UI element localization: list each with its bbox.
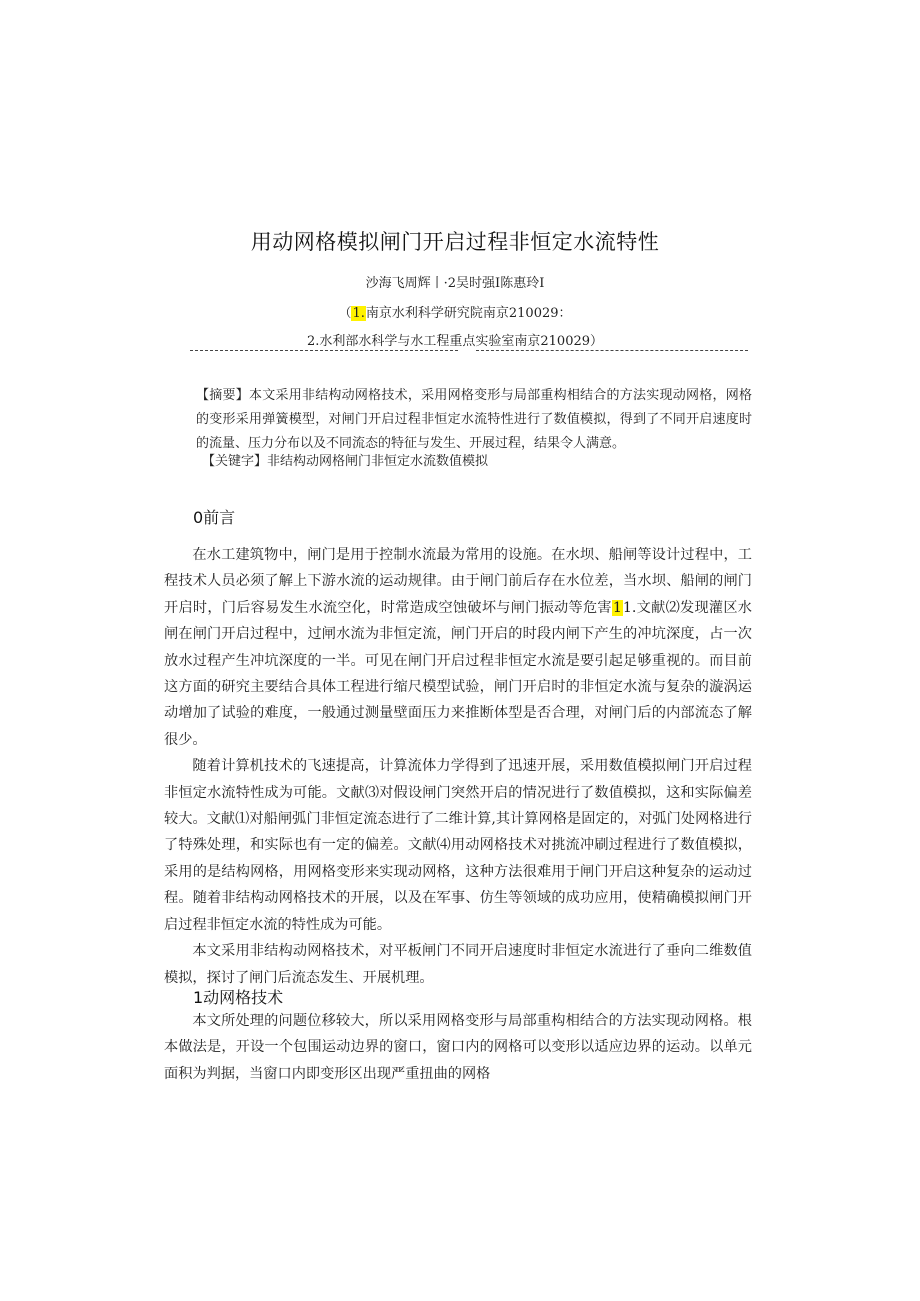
abstract-text: 【摘要】本文采用非结构动网格技术，采用网格变形与局部重构相结合的方法实现动网格，网格的变形采用弹簧模型，对闸门开启过程非恒定水流特性进行了数值模拟，得到了不同开启速度时的流量、压力分布以及不同流态的特征与发生、开展过程，结果令人满意。 [196, 388, 752, 451]
citation-highlight: 1 [612, 599, 622, 616]
section-heading-dynamic-mesh: 1动网格技术 [193, 988, 284, 1007]
separator-line-right [476, 350, 748, 351]
keywords: 【关键字】非结构动网格闸门非恒定水流数值模拟 [202, 454, 489, 469]
abstract [196, 384, 752, 456]
intro-paragraph-1-b: 1.文献⑵发现灌区水闸在闸门开启过程中，过闸水流为非恒定流，闸门开启的时段内闸下产生的冲坑深度，占一次放水过程产生冲坑深度的一半。可见在闸门开启过程非恒定水流是要引起足够重视的。而目前这方面的研究主要结合具体工程进行缩尺模型试验，闸门开启时的非恒定水流与复杂的漩涡运动增加了试验的难度，一般通过测量壁面压力来推断体型是否合理，对闸门后的内部流态了解很少。 [164, 599, 752, 748]
affiliation-1-highlight: 1. [352, 306, 365, 321]
section-intro-body [164, 542, 752, 991]
intro-paragraph-3: 本文采用非结构动网格技术，对平板闸门不同开启速度时非恒定水流进行了垂向二维数值模拟，探讨了闸门后流态发生、开展机理。 [164, 943, 752, 986]
affiliation-1 [0, 302, 910, 321]
affiliation-1-text: 南京水利科学研究院南京210029： [365, 306, 572, 321]
intro-paragraph-1 [164, 542, 752, 753]
author-list: 沙海飞周辉丨·2吴时强I陈惠玲I [365, 276, 545, 291]
paper-title: 用动网格模拟闸门开启过程非恒定水流特性 [250, 230, 660, 254]
affiliation-1-open: （ [338, 306, 352, 321]
intro-paragraph-2: 随着计算机技术的飞速提高，计算流体力学得到了迅速开展，采用数值模拟闸门开启过程非恒定水流特性成为可能。文献⑶对假设闸门突然开启的情况进行了数值模拟，这和实际偏差较大。文献⑴对船闸弧门非恒定流态进行了二维计算,其计算网格是固定的，对弧门处网格进行了特殊处理，和实际也有一定的偏差。文献⑷用动网格技术对挑流冲刷过程进行了数值模拟，采用的是结构网格，用网格变形来实现动网格，这种方法很难用于闸门开启这种复杂的运动过程。随着非结构动网格技术的开展，以及在军事、仿生等领域的成功应用，使精确模拟闸门开启过程非恒定水流的特性成为可能。 [164, 758, 752, 933]
dynamic-mesh-paragraph-1: 本文所处理的问题位移较大，所以采用网格变形与局部重构相结合的方法实现动网格。根本做法是，开设一个包围运动边界的窗口，窗口内的网格可以变形以适应边界的运动。以单元面积为判据，当窗口内即变形区出现严重扭曲的网格 [164, 1013, 752, 1082]
affiliation-2: 2.水利部水科学与水工程重点实验室南京210029） [306, 334, 604, 349]
section-dynamic-mesh-body [164, 1008, 752, 1087]
intro-paragraph-1-a: 在水工建筑物中，闸门是用于控制水流最为常用的设施。在水坝、船闸等设计过程中，工程技术人员必须了解上下游水流的运动规律。由于闸门前后存在水位差，当水坝、船闸的闸门开启时，门后容易发生水流空化，时常造成空蚀破坏与闸门振动等危害 [164, 547, 752, 616]
section-heading-intro: 0前言 [193, 508, 236, 527]
separator-line-left [190, 350, 458, 351]
